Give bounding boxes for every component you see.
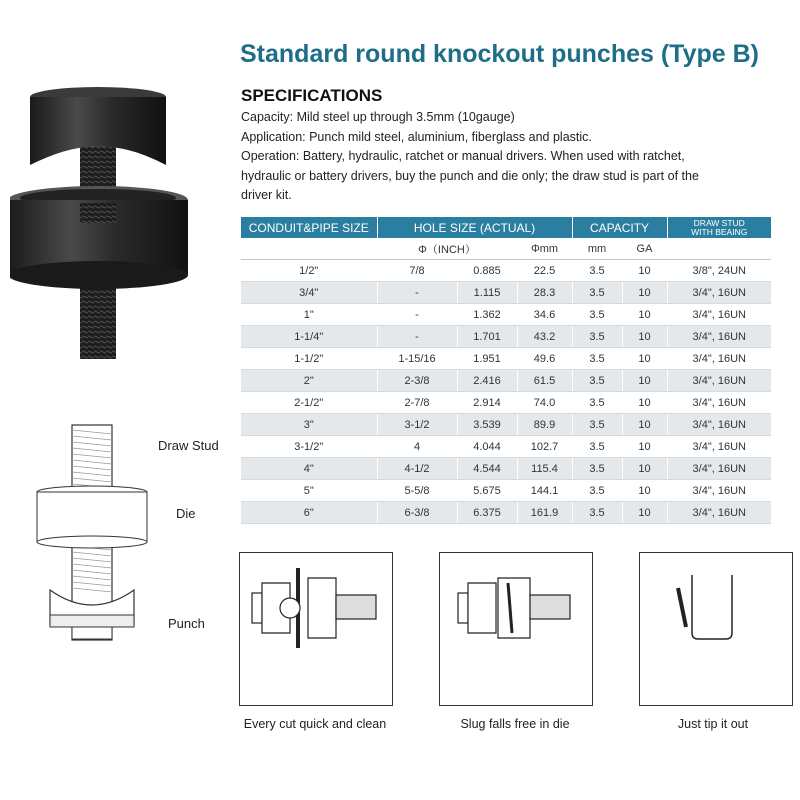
- cell-capacity-ga: 10: [622, 414, 667, 436]
- caption-cut-clean: Every cut quick and clean: [243, 717, 387, 731]
- cell-capacity-mm: 3.5: [572, 458, 622, 480]
- punch-label: Punch: [168, 616, 205, 631]
- cell-hole-mm: 34.6: [517, 304, 572, 326]
- specifications-heading: SPECIFICATIONS: [241, 86, 383, 105]
- cut-clean-illustration: [240, 553, 392, 705]
- cell-hole-inch-decimal: 2.914: [457, 392, 517, 414]
- cell-capacity-mm: 3.5: [572, 304, 622, 326]
- cell-capacity-ga: 10: [622, 282, 667, 304]
- caption-slug-falls: Slug falls free in die: [460, 717, 570, 731]
- cell-hole-inch-decimal: 1.362: [457, 304, 517, 326]
- cell-conduit-size: 6": [241, 502, 377, 524]
- header-draw-stud: [667, 217, 771, 238]
- table-row: [241, 414, 771, 436]
- cell-conduit-size: 1": [241, 304, 377, 326]
- cell-capacity-ga: 10: [622, 304, 667, 326]
- caption-tip-out: Just tip it out: [677, 717, 749, 731]
- cell-capacity-mm: 3.5: [572, 370, 622, 392]
- tip-out-illustration: [640, 553, 792, 705]
- draw-stud-label: Draw Stud: [158, 438, 219, 453]
- cell-capacity-mm: 3.5: [572, 260, 622, 282]
- cell-hole-inch-decimal: 3.539: [457, 414, 517, 436]
- cell-hole-inch-decimal: 0.885: [457, 260, 517, 282]
- cell-draw-stud: 3/4", 16UN: [667, 304, 771, 326]
- specifications-text: [241, 108, 721, 206]
- cell-hole-inch-decimal: 4.544: [457, 458, 517, 480]
- panel-slug-falls: [439, 552, 593, 706]
- cell-hole-inch-decimal: 1.115: [457, 282, 517, 304]
- cell-capacity-ga: 10: [622, 392, 667, 414]
- cell-capacity-mm: 3.5: [572, 414, 622, 436]
- cell-capacity-ga: 10: [622, 480, 667, 502]
- cell-capacity-mm: 3.5: [572, 348, 622, 370]
- application-text: Application: Punch mild steel, aluminium, fiberglass and plastic.: [241, 129, 592, 144]
- operation-text: Operation: Battery, hydraulic, ratchet or manual drivers. When used with ratchet, hydraulic or battery drivers, buy the punch and die only; the draw stud is part of the driver kit.: [241, 149, 699, 202]
- table-row: [241, 260, 771, 282]
- cell-hole-inch-fraction: -: [377, 304, 457, 326]
- cell-draw-stud: 3/4", 16UN: [667, 414, 771, 436]
- cell-draw-stud: 3/4", 16UN: [667, 282, 771, 304]
- cell-conduit-size: 3/4": [241, 282, 377, 304]
- cell-hole-mm: 102.7: [517, 436, 572, 458]
- cell-capacity-ga: 10: [622, 370, 667, 392]
- cell-hole-inch-decimal: 4.044: [457, 436, 517, 458]
- table-row: [241, 326, 771, 348]
- cell-capacity-ga: 10: [622, 458, 667, 480]
- subheader-empty: [241, 238, 377, 260]
- cell-draw-stud: 3/4", 16UN: [667, 436, 771, 458]
- header-draw-stud-line2: WITH BEAING: [691, 226, 748, 237]
- cell-hole-inch-fraction: 6-3/8: [377, 502, 457, 524]
- cell-capacity-mm: 3.5: [572, 282, 622, 304]
- table-row: [241, 370, 771, 392]
- header-conduit: CONDUIT&PIPE SIZE: [241, 217, 377, 238]
- cell-hole-mm: 89.9: [517, 414, 572, 436]
- cell-capacity-ga: 10: [622, 260, 667, 282]
- cell-hole-mm: 115.4: [517, 458, 572, 480]
- cell-capacity-mm: 3.5: [572, 480, 622, 502]
- cell-capacity-mm: 3.5: [572, 392, 622, 414]
- cell-hole-inch-decimal: 1.951: [457, 348, 517, 370]
- table-row: [241, 458, 771, 480]
- cell-hole-inch-decimal: 6.375: [457, 502, 517, 524]
- header-draw-stud-line1: DRAW STUD: [693, 217, 745, 228]
- exploded-diagram: [30, 420, 160, 650]
- cell-hole-inch-fraction: 4: [377, 436, 457, 458]
- cell-draw-stud: 3/4", 16UN: [667, 348, 771, 370]
- cell-capacity-mm: 3.5: [572, 436, 622, 458]
- cell-hole-mm: 28.3: [517, 282, 572, 304]
- cell-hole-mm: 61.5: [517, 370, 572, 392]
- cell-conduit-size: 3-1/2": [241, 436, 377, 458]
- cell-hole-mm: 144.1: [517, 480, 572, 502]
- cell-capacity-mm: 3.5: [572, 502, 622, 524]
- cell-capacity-mm: 3.5: [572, 326, 622, 348]
- capacity-text: Capacity: Mild steel up through 3.5mm (10gauge): [241, 110, 515, 124]
- cell-conduit-size: 1/2": [241, 260, 377, 282]
- cell-draw-stud: 3/8", 24UN: [667, 260, 771, 282]
- table-row: [241, 502, 771, 524]
- cell-hole-mm: 49.6: [517, 348, 572, 370]
- cell-conduit-size: 1-1/2": [241, 348, 377, 370]
- cell-draw-stud: 3/4", 16UN: [667, 502, 771, 524]
- cell-hole-mm: 43.2: [517, 326, 572, 348]
- cell-draw-stud: 3/4", 16UN: [667, 370, 771, 392]
- subheader-ga: GA: [622, 238, 667, 260]
- cell-hole-inch-decimal: 1.701: [457, 326, 517, 348]
- subheader-mm: Φmm: [517, 238, 572, 260]
- cell-hole-mm: 22.5: [517, 260, 572, 282]
- slug-falls-illustration: [440, 553, 592, 705]
- cell-conduit-size: 1-1/4": [241, 326, 377, 348]
- cell-hole-inch-fraction: 7/8: [377, 260, 457, 282]
- cell-hole-mm: 74.0: [517, 392, 572, 414]
- header-hole-size: HOLE SIZE (ACTUAL): [377, 217, 572, 238]
- header-capacity: CAPACITY: [572, 217, 667, 238]
- cell-capacity-ga: 10: [622, 436, 667, 458]
- subheader-cap-mm: mm: [572, 238, 622, 260]
- cell-hole-inch-fraction: 1-15/16: [377, 348, 457, 370]
- cell-hole-inch-decimal: 5.675: [457, 480, 517, 502]
- cell-hole-inch-fraction: 4-1/2: [377, 458, 457, 480]
- cell-hole-inch-fraction: -: [377, 326, 457, 348]
- panel-tip-out: [639, 552, 793, 706]
- cell-capacity-ga: 10: [622, 502, 667, 524]
- spec-table: [241, 217, 771, 524]
- cell-hole-mm: 161.9: [517, 502, 572, 524]
- cell-hole-inch-fraction: 3-1/2: [377, 414, 457, 436]
- table-row: [241, 304, 771, 326]
- cell-hole-inch-fraction: 2-3/8: [377, 370, 457, 392]
- cell-hole-inch-decimal: 2.416: [457, 370, 517, 392]
- page-title: Standard round knockout punches (Type B): [240, 40, 760, 68]
- cell-conduit-size: 2": [241, 370, 377, 392]
- panel-cut-clean: [239, 552, 393, 706]
- cell-draw-stud: 3/4", 16UN: [667, 458, 771, 480]
- table-row: [241, 282, 771, 304]
- knockout-punch-photo: [10, 85, 200, 365]
- table-row: [241, 392, 771, 414]
- cell-conduit-size: 4": [241, 458, 377, 480]
- cell-conduit-size: 5": [241, 480, 377, 502]
- cell-draw-stud: 3/4", 16UN: [667, 326, 771, 348]
- cell-hole-inch-fraction: 2-7/8: [377, 392, 457, 414]
- cell-capacity-ga: 10: [622, 348, 667, 370]
- table-row: [241, 480, 771, 502]
- cell-conduit-size: 2-1/2": [241, 392, 377, 414]
- cell-draw-stud: 3/4", 16UN: [667, 392, 771, 414]
- table-row: [241, 436, 771, 458]
- cell-draw-stud: 3/4", 16UN: [667, 480, 771, 502]
- table-row: [241, 348, 771, 370]
- subheader-stud-empty: [667, 238, 771, 260]
- cell-conduit-size: 3": [241, 414, 377, 436]
- cell-hole-inch-fraction: -: [377, 282, 457, 304]
- cell-hole-inch-fraction: 5-5/8: [377, 480, 457, 502]
- cell-capacity-ga: 10: [622, 326, 667, 348]
- die-label: Die: [176, 506, 196, 521]
- subheader-inch: Φ（INCH）: [377, 238, 517, 260]
